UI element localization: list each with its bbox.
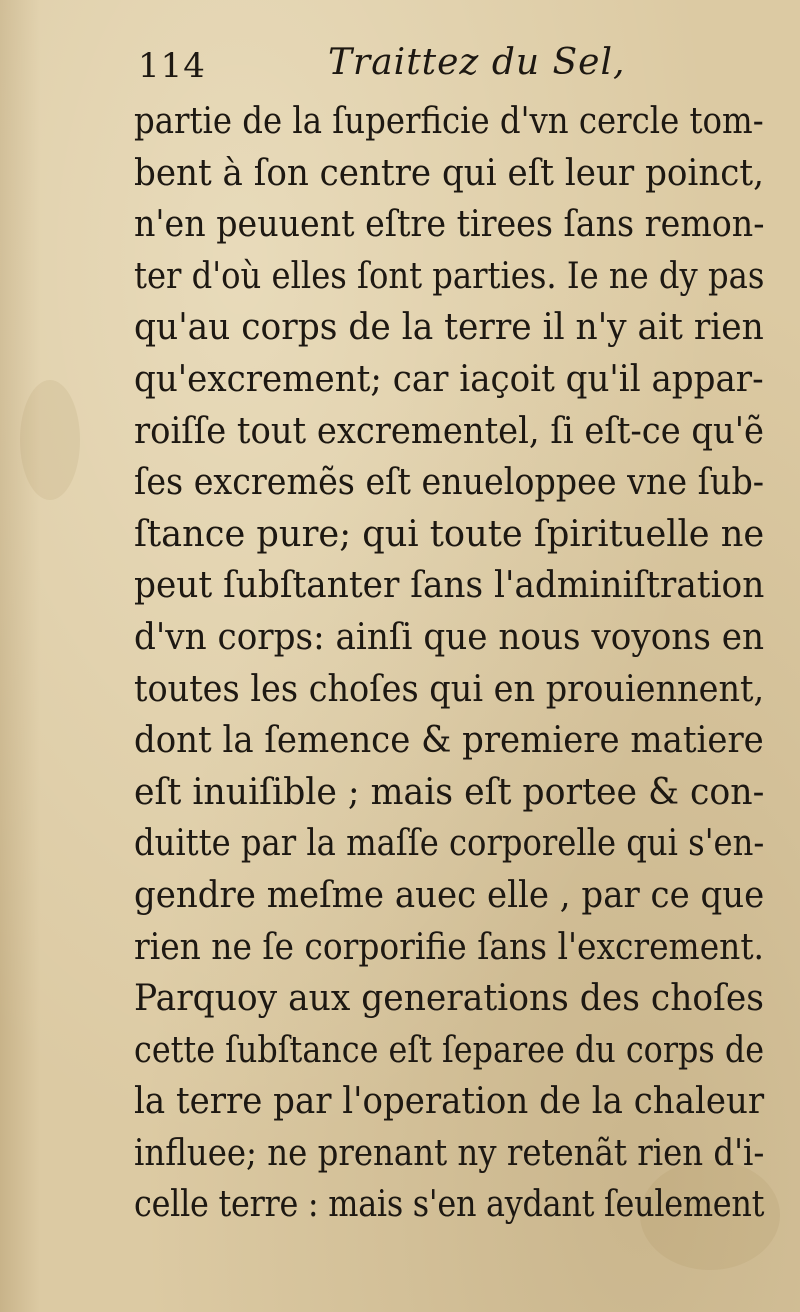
text-line: la terre par l'operation de la chaleur [134,1081,765,1123]
text-line: bent à ſon centre qui eſt leur poinct, [134,152,764,194]
text-line: celle terre : mais s'en aydant ſeulement [134,1184,765,1226]
text-line: partie de la ſuperficie d'vn cercle tom- [134,101,764,142]
page-number: 114 [138,46,206,86]
text-line: Parquoy aux generations des choſes [134,978,764,1020]
text-line: peut ſubſtanter ſans l'adminiſtration [134,565,765,607]
running-title: Traittez du Sel, [328,42,626,83]
text-line: rien ne ſe corporifie ſans l'excrement. [134,926,764,968]
text-line: roiſſe tout excrementel, ſi eſt-ce qu'ẽ [134,410,764,452]
text-line: qu'au corps de la terre il n'y ait rien [134,307,764,349]
text-line: cette ſubſtance eſt ſeparee du corps de [134,1029,765,1071]
text-line: dont la ſemence & premiere matiere [134,720,764,762]
text-line: n'en peuuent eſtre tirees ſans remon- [134,204,765,246]
text-line: d'vn corps: ainſi que nous voyons en [134,616,765,658]
text-line: toutes les choſes qui en prouiennent, [134,668,765,710]
text-line: ſes excremẽs eſt enueloppee vne ſub- [134,462,765,504]
body-text [134,96,764,1231]
text-line: gendre meſme auec elle , par ce que [134,874,765,916]
text-line: ter d'où elles ſont parties. Ie ne dy pas [134,255,765,297]
page-header [138,40,758,94]
paper-stain [20,380,80,500]
text-line: duitte par la maſſe corporelle qui s'en- [134,823,765,865]
text-line: ſtance pure; qui toute ſpirituelle ne [134,513,765,555]
text-line: influee; ne prenant ny retenãt rien d'i- [134,1132,765,1174]
text-line: qu'excrement; car iaçoit qu'il appar- [134,358,764,400]
text-line: eſt inuiſible ; mais eſt portee & con- [134,771,765,813]
